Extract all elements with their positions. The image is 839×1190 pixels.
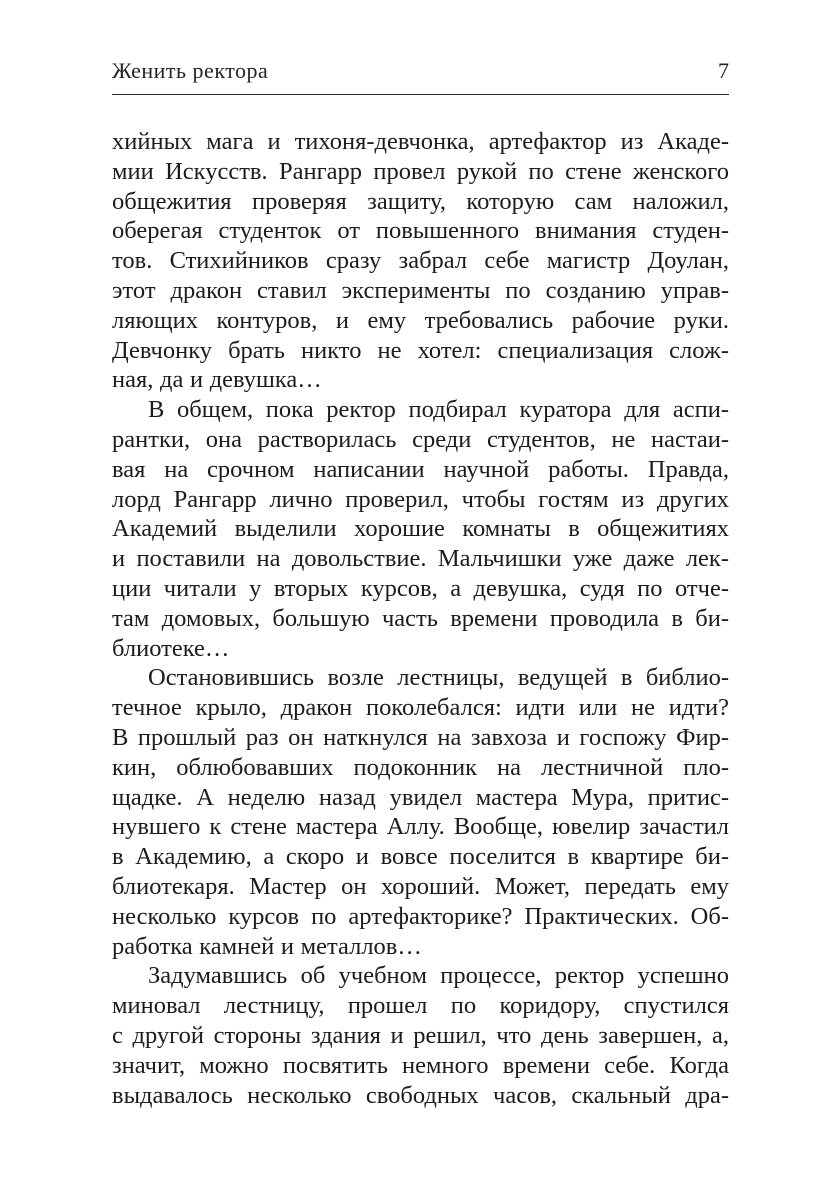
text-line: Задумавшись об учебном процессе, ректор успешно — [148, 962, 729, 990]
text-line: там домовых, большую часть времени проводила в би- — [112, 604, 729, 632]
text-line: с другой стороны здания и решил, что день завершен, а, — [112, 1021, 729, 1049]
text-line: ции читали у вторых курсов, а девушка, судя по отче- — [112, 574, 729, 602]
text-line: рантки, она растворилась среди студентов, не настаи- — [112, 425, 729, 453]
body-text — [112, 95, 729, 1110]
text-line: блиотекаря. Мастер он хороший. Может, передать ему — [112, 872, 729, 900]
text-line: Академий выделили хорошие комнаты в общежитиях — [112, 515, 729, 543]
text-line: щадке. А неделю назад увидел мастера Мура, притис- — [112, 783, 729, 811]
text-line: миновал лестницу, прошел по коридору, спустился — [112, 992, 729, 1020]
text-line: нувшего к стене мастера Аллу. Вообще, ювелир зачастил — [112, 813, 729, 841]
text-line: Остановившись возле лестницы, ведущей в библио- — [148, 664, 729, 692]
text-line: вая на срочном написании научной работы. Правда, — [112, 455, 729, 483]
text-line: оберегая студенток от повышенного внимания студен- — [112, 217, 729, 245]
text-line: тов. Стихийников сразу забрал себе магистр Доулан, — [112, 247, 729, 275]
text-line: ная, да и девушка… — [112, 366, 322, 394]
text-line: Девчонку брать никто не хотел: специализация слож- — [112, 336, 729, 364]
page-number: 7 — [718, 58, 729, 83]
text-line: выдавалось несколько свободных часов, скальный дра- — [112, 1081, 729, 1109]
text-line: значит, можно посвятить немного времени себе. Когда — [112, 1051, 729, 1079]
text-line: в Академию, а скоро и вовсе поселится в квартире би- — [112, 843, 729, 871]
running-header — [112, 58, 729, 95]
text-line: работка камней и металлов… — [112, 932, 422, 960]
text-line: кин, облюбовавших подоконник на лестничной пло- — [112, 753, 729, 781]
text-line: общежития проверяя защиту, которую сам наложил, — [112, 187, 729, 215]
text-column — [112, 58, 729, 1110]
text-line: течное крыло, дракон поколебался: идти или не идти? — [112, 694, 729, 722]
text-line: ляющих контуров, и ему требовались рабочие руки. — [112, 306, 729, 334]
text-line: В общем, пока ректор подбирал куратора для аспи- — [148, 396, 729, 424]
text-line: блиотеке… — [112, 634, 230, 662]
text-line: лорд Рангарр лично проверил, чтобы гостям из других — [112, 485, 729, 513]
text-line: В прошлый раз он наткнулся на завхоза и госпожу Фир- — [112, 723, 729, 751]
text-line: этот дракон ставил эксперименты по созданию управ- — [112, 276, 729, 304]
text-line: несколько курсов по артефакторике? Практических. Об- — [112, 902, 729, 930]
text-line: мии Искусств. Рангарр провел рукой по стене женского — [112, 157, 729, 185]
text-line: хийных мага и тихоня-девчонка, артефактор из Акаде- — [112, 128, 729, 155]
text-line: и поставили на довольствие. Мальчишки уже даже лек- — [112, 545, 729, 573]
running-header-title: Женить ректора — [112, 58, 269, 83]
